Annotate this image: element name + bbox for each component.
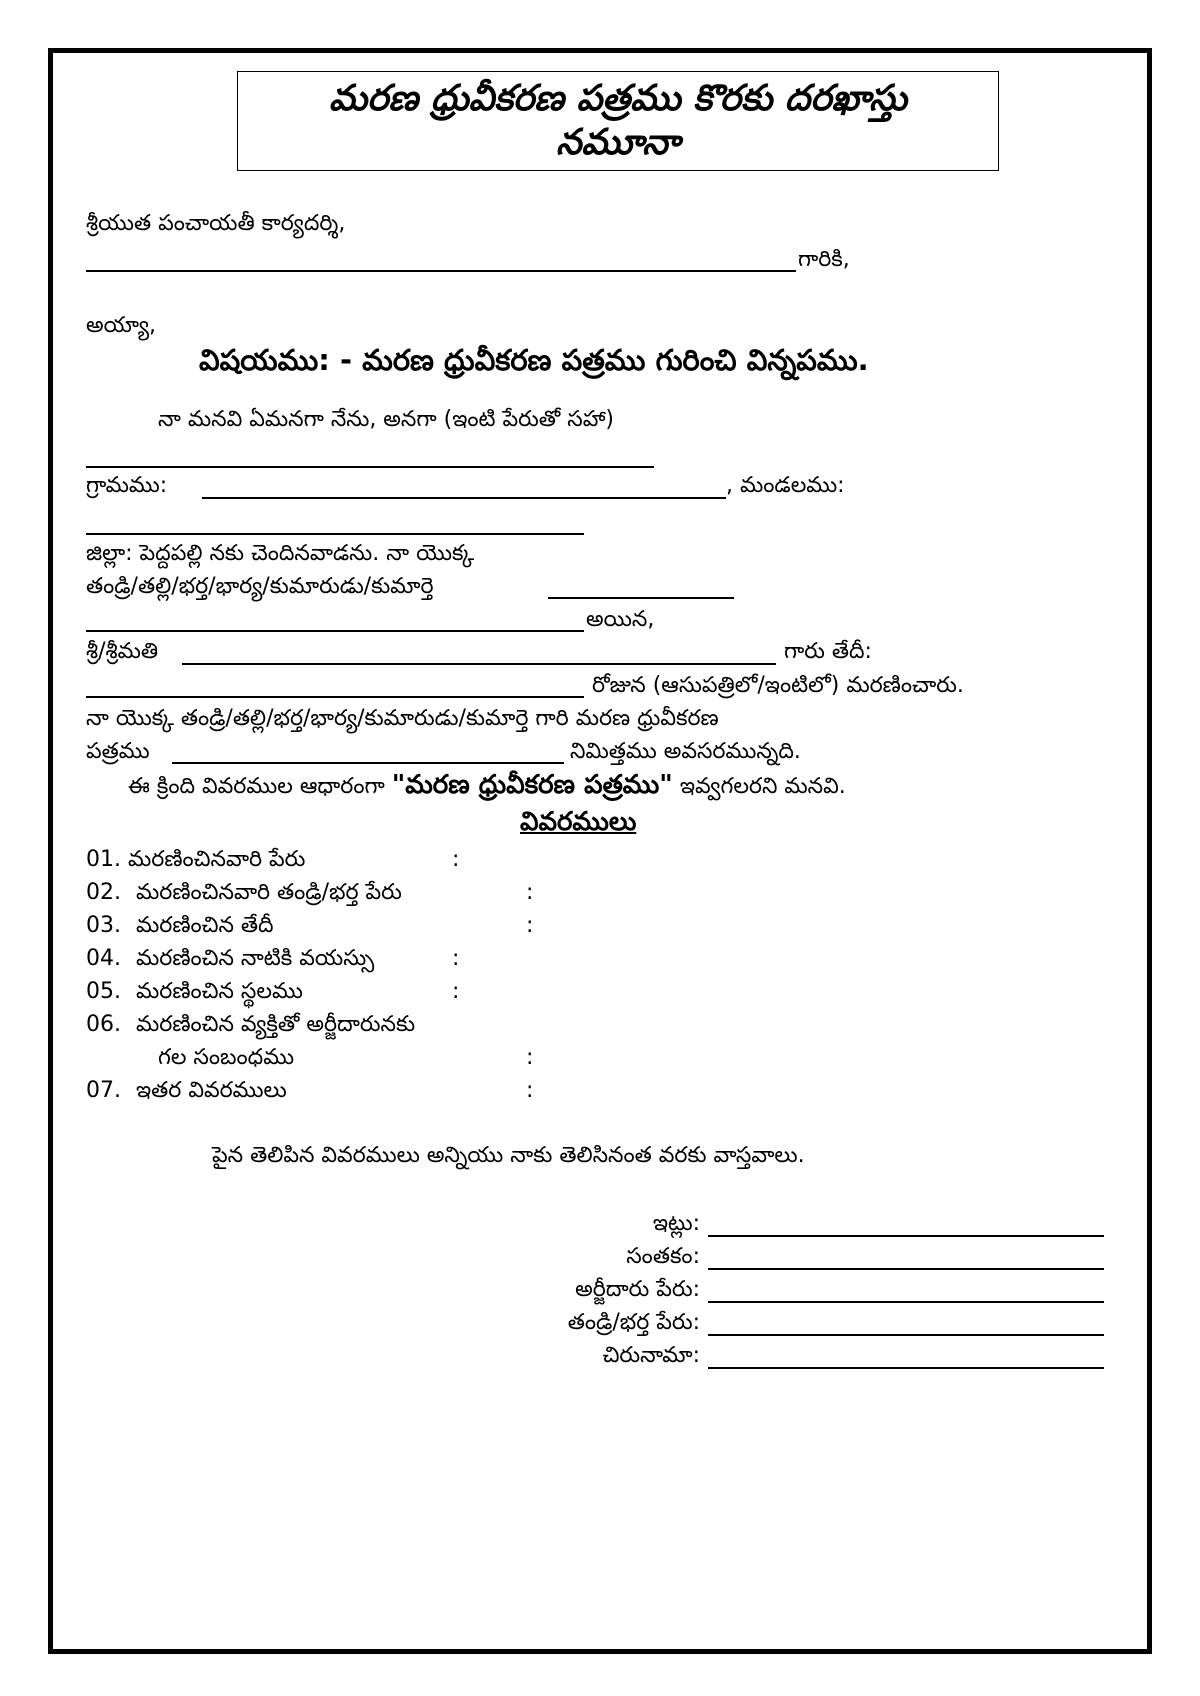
sri-label: శ్రీ/శ్రీమతి	[86, 639, 159, 664]
sig-label-address: చిరునామా:	[602, 1343, 700, 1368]
detail-colon-7: :	[526, 1078, 534, 1103]
detail-num-4: 04.	[86, 946, 121, 971]
detail-label-6b: గల సంబంధము	[158, 1045, 295, 1070]
addressee-suffix: గారికి,	[798, 247, 850, 272]
title-line-1: మరణ ధ్రువీకరణ పత్రము కొరకు దరఖాస్తు	[329, 78, 907, 119]
mandal-field[interactable]	[86, 533, 584, 535]
purpose-field[interactable]	[172, 762, 564, 764]
sig-field-address[interactable]	[708, 1367, 1104, 1369]
detail-label-5: మరణించిన స్థలము	[136, 979, 303, 1004]
deceased-name-field-1[interactable]	[86, 630, 584, 632]
sig-label-father-name: తండ్రి/భర్త పేరు:	[567, 1310, 700, 1335]
detail-colon-2: :	[526, 880, 534, 905]
detail-num-7: 07.	[86, 1078, 121, 1103]
detail-num-5: 05.	[86, 979, 121, 1004]
detail-label-6: మరణించిన వ్యక్తితో అర్జీదారునకు	[136, 1012, 416, 1037]
details-heading: వివరములు	[520, 807, 637, 837]
salutation: అయ్యా,	[86, 313, 157, 338]
detail-colon-6: :	[526, 1045, 534, 1070]
relation-line: తండ్రి/తల్లి/భర్త/భార్య/కుమారుడు/కుమార్తె	[86, 574, 434, 599]
sig-field-father-name[interactable]	[708, 1334, 1104, 1336]
relation-field[interactable]	[548, 597, 734, 599]
patramu-label: పత్రము	[86, 739, 150, 764]
detail-label-3: మరణించిన తేదీ	[136, 913, 274, 938]
village-field[interactable]	[202, 497, 726, 499]
detail-num-3: 03.	[86, 913, 121, 938]
death-date-field[interactable]	[86, 696, 584, 698]
ayina-text: అయిన,	[586, 607, 655, 632]
request-pre: ఈ క్రింది వివరముల ఆధారంగా	[128, 774, 385, 799]
form-title	[237, 71, 999, 171]
detail-colon-3: :	[526, 913, 534, 938]
district-line: జిల్లా: పెద్దపల్లి నకు చెందినవాడను. నా యొక్క	[86, 541, 475, 566]
sig-field-signature[interactable]	[708, 1268, 1104, 1270]
detail-num-2: 02.	[86, 880, 121, 905]
applicant-name-field[interactable]	[86, 466, 654, 468]
village-label: గ్రామము:	[86, 473, 168, 498]
sig-label-applicant-name: అర్జీదారు పేరు:	[575, 1277, 700, 1302]
detail-colon-1: :	[452, 847, 460, 872]
declaration: పైన తెలిపిన వివరములు అన్నియు నాకు తెలిసినంత వరకు వాస్తవాలు.	[212, 1143, 805, 1168]
sig-field-ittlu[interactable]	[708, 1235, 1104, 1237]
detail-label-2: మరణించినవారి తండ్రి/భర్త పేరు	[136, 880, 402, 905]
intro-text: నా మనవి ఏమనగా నేను, అనగా (ఇంటి పేరుతో సహా)	[158, 407, 615, 432]
subject-line: విషయము: - మరణ ధ్రువీకరణ పత్రము గురించి విన్నపము.	[199, 343, 869, 377]
sig-label-ittlu: ఇట్లు:	[652, 1211, 700, 1236]
purpose-text: నిమిత్తము అవసరమున్నది.	[570, 739, 801, 764]
garu-date-label: గారు తేదీ:	[784, 639, 872, 664]
sig-field-applicant-name[interactable]	[708, 1301, 1104, 1303]
detail-num-1: 01.	[86, 847, 121, 872]
deceased-name-field-2[interactable]	[182, 663, 776, 665]
detail-colon-4: :	[452, 946, 460, 971]
request-post: ఇవ్వగలరని మనవి.	[679, 774, 846, 799]
detail-colon-5: :	[452, 979, 460, 1004]
request-bold: "మరణ ధ్రువీకరణ పత్రము"	[391, 770, 673, 800]
addressee-name-field[interactable]	[86, 270, 796, 272]
detail-num-6: 06.	[86, 1012, 121, 1037]
detail-label-1: మరణించినవారి పేరు	[128, 847, 306, 872]
relation-line-2: నా యొక్క తండ్రి/తల్లి/భర్త/భార్య/కుమారుడు/కుమార్తె గారి మరణ ధ్రువీకరణ	[86, 706, 719, 731]
mandal-label: , మండలము:	[726, 473, 845, 498]
detail-label-4: మరణించిన నాటికి వయస్సు	[136, 946, 375, 971]
detail-label-7: ఇతర వివరములు	[136, 1078, 287, 1103]
request-line	[128, 771, 846, 801]
sig-label-signature: సంతకం:	[626, 1244, 700, 1269]
title-line-2: నమూనా	[556, 122, 680, 163]
died-line: రోజున (ఆసుపత్రిలో/ఇంటిలో) మరణించారు.	[592, 673, 964, 698]
addressee-line: శ్రీయుత పంచాయతీ కార్యదర్శి,	[86, 211, 346, 236]
